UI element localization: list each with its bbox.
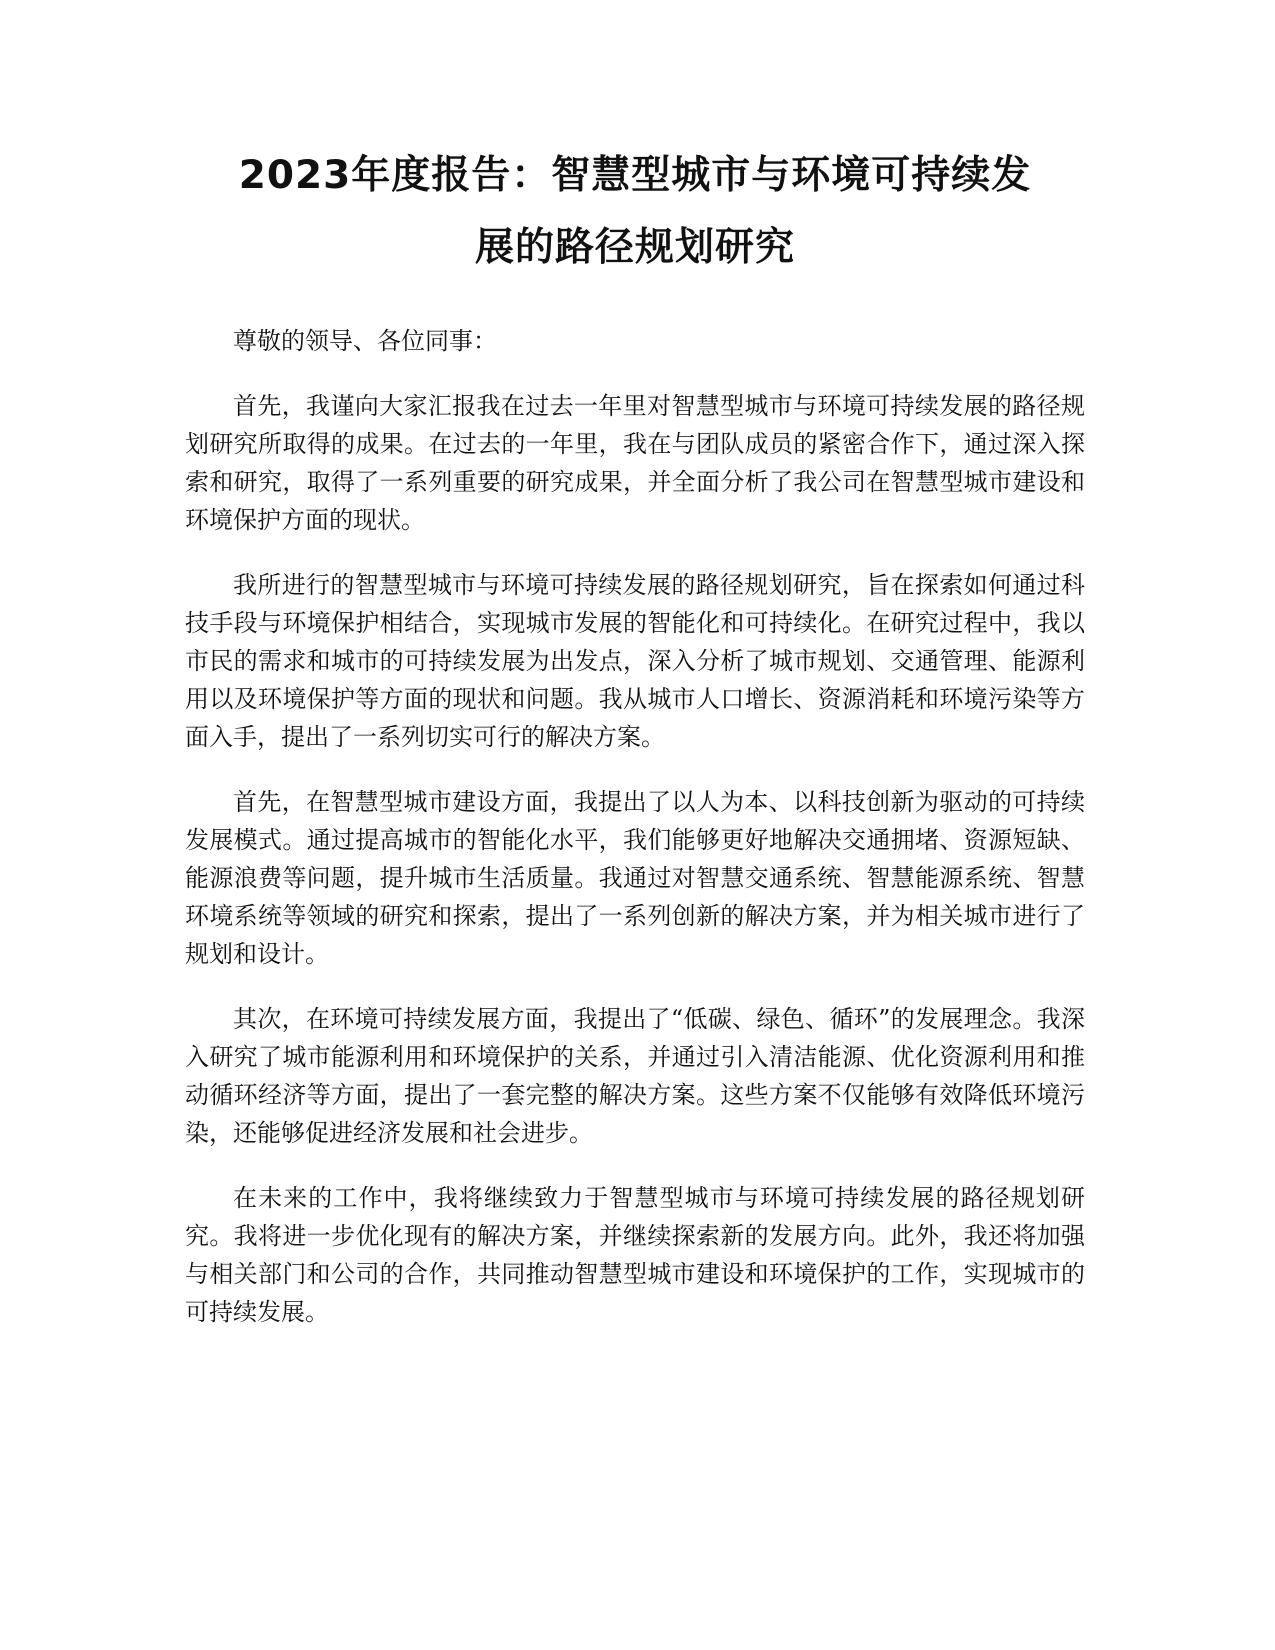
title-line-1: 2023年度报告：智慧型城市与环境可持续发 bbox=[238, 153, 1032, 198]
paragraph-2: 我所进行的智慧型城市与环境可持续发展的路径规划研究，旨在探索如何通过科技手段与环境保护相结合，实现城市发展的智能化和可持续化。在研究过程中，我以市民的需求和城市的可持续发展为出发点，深入分析了城市规划、交通管理、能源利用以及环境保护等方面的现状和问题。我从城市人口增长、资源消耗和环境污染等方面入手，提出了一系列切实可行的解决方案。 bbox=[185, 571, 1085, 751]
paragraph-3: 首先，在智慧型城市建设方面，我提出了以人为本、以科技创新为驱动的可持续发展模式。通过提高城市的智能化水平，我们能够更好地解决交通拥堵、资源短缺、能源浪费等问题，提升城市生活质量。我通过对智慧交通系统、智慧能源系统、智慧环境系统等领域的研究和探索，提出了一系列创新的解决方案，并为相关城市进行了规划和设计。 bbox=[185, 788, 1085, 968]
salutation: 尊敬的领导、各位同事： bbox=[233, 327, 497, 355]
document-title bbox=[185, 140, 1085, 284]
document-page bbox=[185, 140, 1085, 1358]
paragraph-5: 在未来的工作中，我将继续致力于智慧型城市与环境可持续发展的路径规划研究。我将进一步优化现有的解决方案，并继续探索新的发展方向。此外，我还将加强与相关部门和公司的合作，共同推动智慧型城市建设和环境保护的工作，实现城市的可持续发展。 bbox=[185, 1184, 1085, 1326]
paragraph-1: 首先，我谨向大家汇报我在过去一年里对智慧型城市与环境可持续发展的路径规划研究所取得的成果。在过去的一年里，我在与团队成员的紧密合作下，通过深入探索和研究，取得了一系列重要的研究成果，并全面分析了我公司在智慧型城市建设和环境保护方面的现状。 bbox=[185, 392, 1085, 534]
paragraph-4: 其次，在环境可持续发展方面，我提出了“低碳、绿色、循环”的发展理念。我深入研究了城市能源利用和环境保护的关系，并通过引入清洁能源、优化资源利用和推动循环经济等方面，提出了一套完整的解决方案。这些方案不仅能够有效降低环境污染，还能够促进经济发展和社会进步。 bbox=[185, 1005, 1085, 1147]
title-line-2: 展的路径规划研究 bbox=[474, 225, 795, 270]
